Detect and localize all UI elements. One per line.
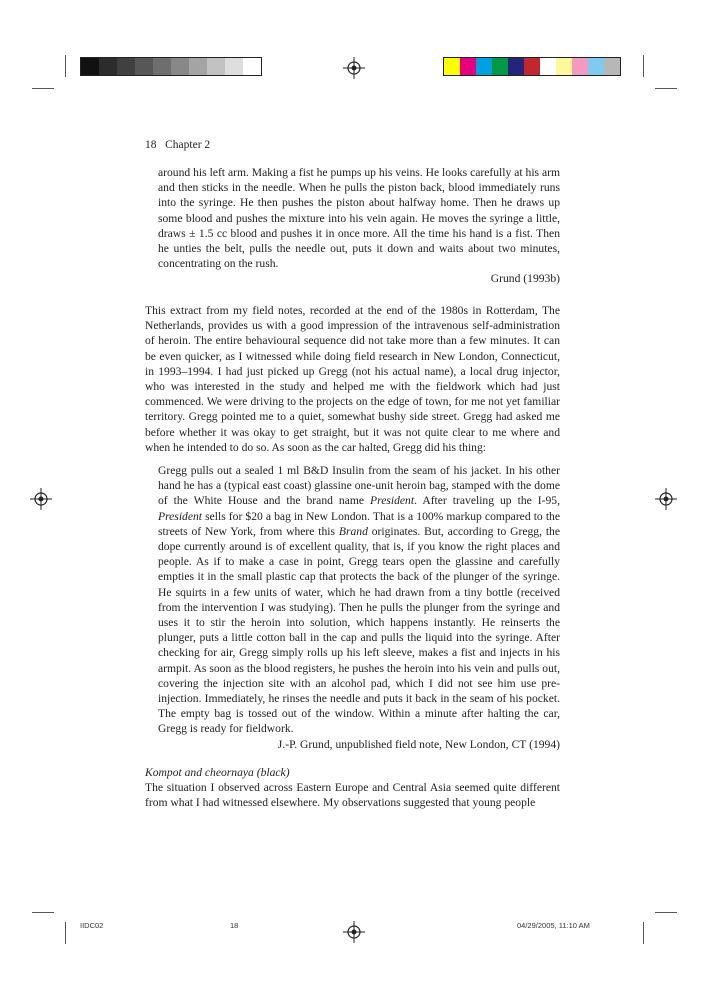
footer-datetime: 04/29/2005, 11:10 AM <box>517 921 590 930</box>
crop-mark <box>65 55 66 77</box>
registration-mark-icon <box>655 488 677 510</box>
crop-mark <box>655 912 677 913</box>
section-heading: Kompot and cheornaya (black) <box>145 766 290 779</box>
crop-mark <box>643 922 644 944</box>
body-paragraph: This extract from my field notes, recorded at the end of the 1980s in Rotterdam, The Netherlands, provides us with a good impression of the intravenous self-administration of heroin. The entire behavioural sequence did not take more than a few minutes. It can be even quicker, as I witnessed while doing field research in New London, Connecticut, in 1993–1994. I had just picked up Gregg (not his actual name), a local drug injector, who was interested in the study and helped me with the fieldwork which had just commenced. We were driving to the projects on the edge of town, for me not yet familiar territory. Gregg pointed me to a quiet, somewhat bushy side street. Gregg had asked me before whether it was okay to get straight, but it was not quite clear to me where and when he intended to do so. As soon as the car halted, Gregg did his thing: <box>145 304 560 454</box>
gray-swatch <box>81 58 99 75</box>
registration-mark-icon <box>343 921 365 943</box>
chapter-label: Chapter 2 <box>165 139 211 151</box>
footer-page-number: 18 <box>230 921 239 930</box>
registration-mark-icon <box>30 488 52 510</box>
color-swatch <box>444 58 460 75</box>
block-quote-field-note <box>158 463 560 752</box>
color-swatch <box>556 58 572 75</box>
page-number: 18 <box>145 139 157 151</box>
gray-swatch <box>153 58 171 75</box>
grayscale-color-bar <box>80 57 262 76</box>
quote-citation: Grund (1993b) <box>490 272 560 286</box>
color-swatch <box>588 58 604 75</box>
gray-swatch <box>117 58 135 75</box>
color-swatch <box>476 58 492 75</box>
gray-swatch <box>189 58 207 75</box>
section-paragraph: The situation I observed across Eastern Europe and Central Asia seemed quite different from what I had witnessed elsewhere. My observations suggested that young people <box>145 781 560 810</box>
quote-paragraph: around his left arm. Making a fist he pumps up his veins. He looks carefully at his arm and then sticks in the needle. When he pulls the piston back, blood immediately runs into the syringe. He then pushes the piston about halfway home. Then he draws up some blood and pushes the mixture into his vein again. He moves the syringe a little, draws ± 1.5 cc blood and pushes it in once more. All the time his hand is a fist. Then he unties the belt, pulls the needle out, puts it down and waits about two minutes, concentrating on the rush. <box>158 166 560 271</box>
crop-mark <box>655 88 677 89</box>
section-kompot <box>145 765 560 811</box>
color-swatch <box>524 58 540 75</box>
gray-swatch <box>207 58 225 75</box>
crop-mark <box>32 912 54 913</box>
gray-swatch <box>243 58 261 75</box>
process-color-bar <box>443 57 621 76</box>
color-swatch <box>508 58 524 75</box>
gray-swatch <box>225 58 243 75</box>
color-swatch <box>540 58 556 75</box>
color-swatch <box>572 58 588 75</box>
color-swatch <box>460 58 476 75</box>
block-quote-grund-1993b <box>158 165 560 287</box>
footer-file-name: IIDC02 <box>80 921 104 930</box>
color-swatch <box>492 58 508 75</box>
running-header <box>145 139 210 151</box>
color-swatch <box>604 58 620 75</box>
crop-mark <box>32 88 54 89</box>
crop-mark <box>643 55 644 77</box>
gray-swatch <box>171 58 189 75</box>
quote-paragraph: Gregg pulls out a sealed 1 ml B&D Insulin from the seam of his jacket. In his other hand he has a (typical east coast) glassine one-unit heroin bag, stamped with the dome of the White House and the brand name President. After traveling up the I-95, President sells for $20 a bag in New London. That is a 100% markup compared to the streets of New York, from where this Brand originates. But, according to Gregg, the dope currently around is of excellent quality, that is, if you know the right places and people. As if to make a case in point, Gregg tears open the glassine and carefully empties it in the small plastic cap that protects the back of the plunger of the syringe. He squirts in a few units of water, which he had drawn from a tiny bottle (received from the intervention I was studying). Then he pulls the plunger from the syringe and uses it to stir the heroin into solution, which happens instantly. He reinserts the plunger, puts a little cotton ball in the cap and pulls the liquid into the syringe. After checking for air, Gregg simply rolls up his left sleeve, makes a fist and injects in his armpit. As soon as the blood registers, he pushes the heroin into his vein and pulls out, covering the injection site with an alcohol pad, which I did not see him use pre-injection. Immediately, he rinses the needle and puts it back in the seam of his pocket. The empty bag is tossed out of the window. Within a minute after halting the car, Gregg is ready for fieldwork. <box>158 464 560 736</box>
registration-mark-icon <box>343 57 365 79</box>
gray-swatch <box>99 58 117 75</box>
crop-mark <box>65 922 66 944</box>
quote-citation: J.-P. Grund, unpublished field note, New London, CT (1994) <box>277 737 560 751</box>
gray-swatch <box>135 58 153 75</box>
